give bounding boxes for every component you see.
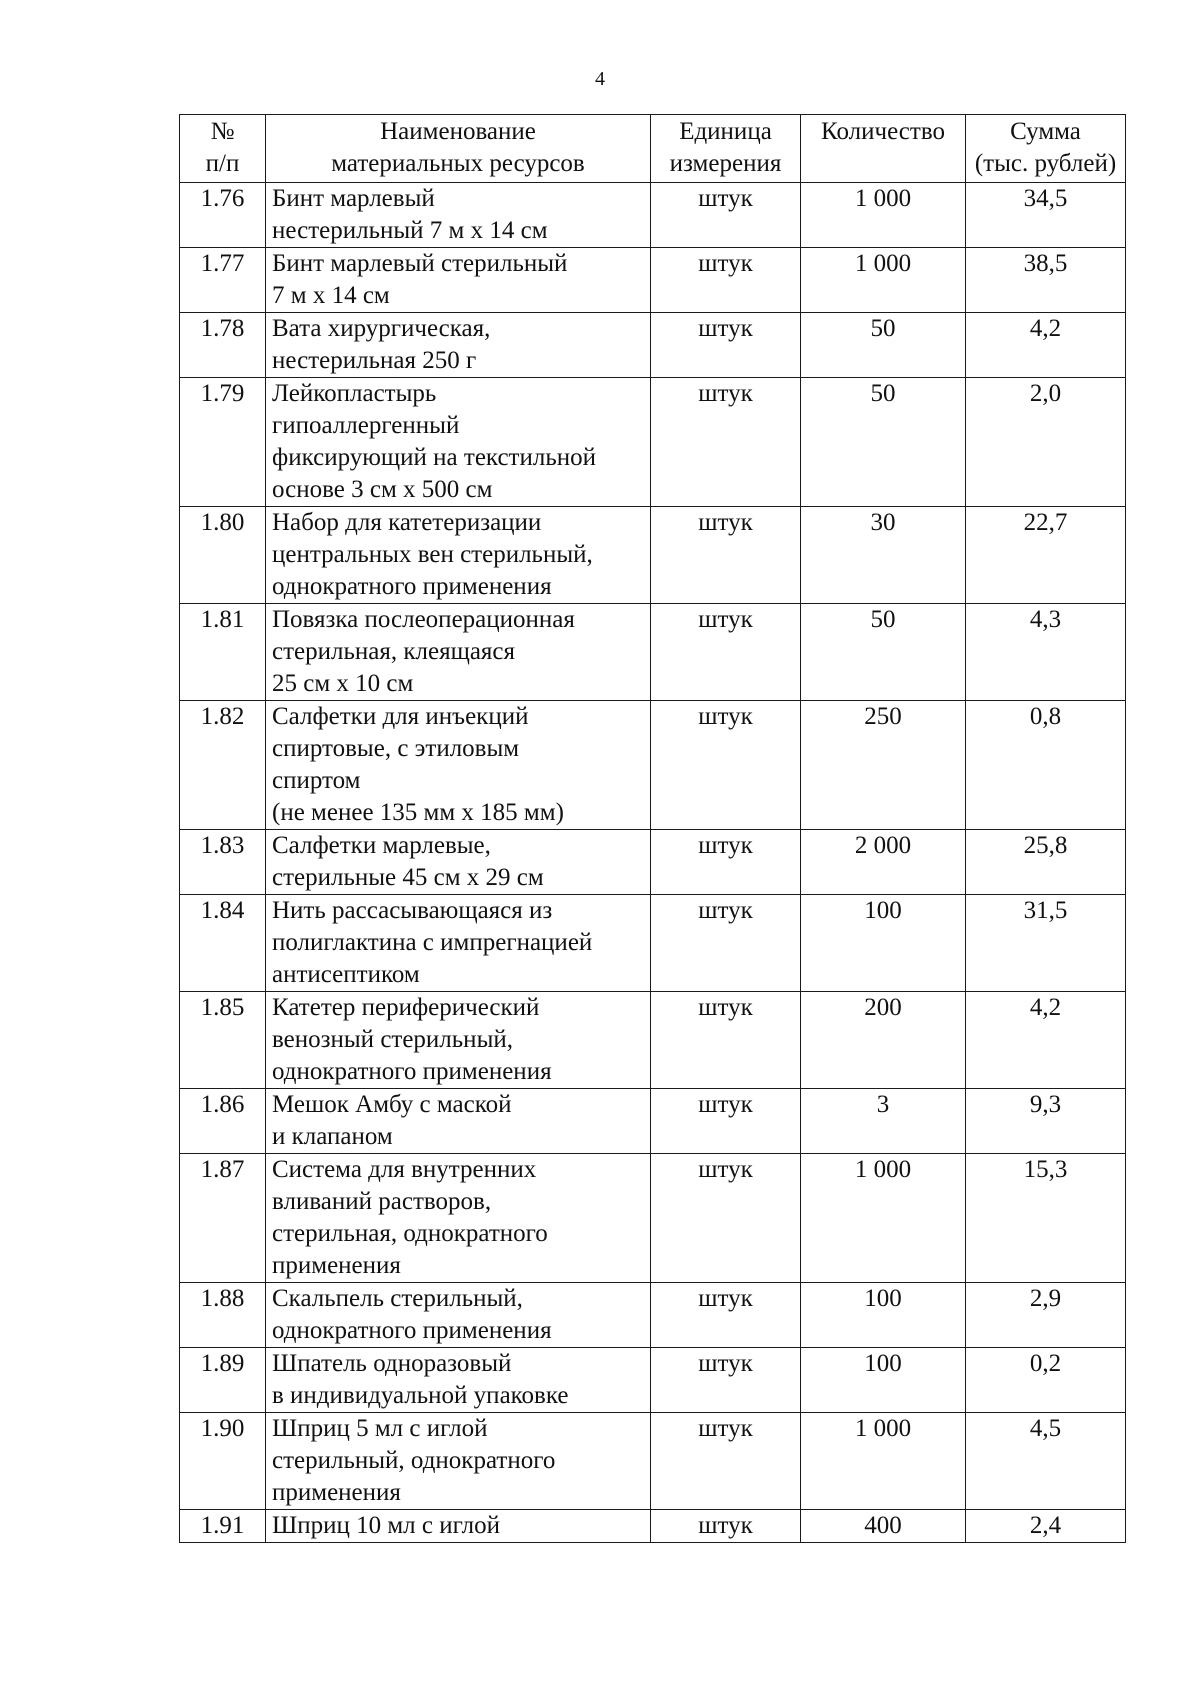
unit-of-measure: штук bbox=[651, 1348, 801, 1413]
resource-name-line: Система для внутренних bbox=[272, 1156, 537, 1183]
resource-name-line: Шприц 5 мл с иглой bbox=[272, 1415, 488, 1442]
resource-name bbox=[266, 1348, 651, 1413]
sum-thousand-rubles: 4,3 bbox=[966, 604, 1126, 701]
row-number: 1.86 bbox=[180, 1089, 266, 1154]
table-row bbox=[180, 378, 1126, 507]
quantity: 1 000 bbox=[801, 248, 966, 313]
table-body bbox=[180, 183, 1126, 1543]
resource-name-line: стерильные 45 см х 29 см bbox=[272, 864, 544, 891]
resource-name bbox=[266, 701, 651, 830]
resource-name-line: венозный стерильный, bbox=[272, 1026, 513, 1053]
resource-name-line: Шприц 10 мл с иглой bbox=[272, 1512, 500, 1539]
row-number: 1.89 bbox=[180, 1348, 266, 1413]
unit-of-measure: штук bbox=[651, 701, 801, 830]
unit-of-measure: штук bbox=[651, 830, 801, 895]
quantity: 50 bbox=[801, 378, 966, 507]
resource-name-line: Мешок Амбу с маской bbox=[272, 1091, 512, 1118]
unit-of-measure: штук bbox=[651, 313, 801, 378]
unit-of-measure: штук bbox=[651, 507, 801, 604]
resource-name-line: однократного применения bbox=[272, 1317, 552, 1344]
sum-thousand-rubles: 4,2 bbox=[966, 313, 1126, 378]
table-row bbox=[180, 1348, 1126, 1413]
table-row bbox=[180, 604, 1126, 701]
resource-name-line: фиксирующий на текстильной bbox=[272, 444, 596, 471]
resource-name-line: Катетер периферический bbox=[272, 994, 540, 1021]
quantity: 50 bbox=[801, 604, 966, 701]
resource-name-line: стерильный, однократного bbox=[272, 1447, 556, 1474]
resource-name-line: 7 м х 14 см bbox=[272, 282, 390, 309]
resource-name bbox=[266, 1413, 651, 1510]
table-row bbox=[180, 248, 1126, 313]
resource-name-line: нестерильный 7 м х 14 см bbox=[272, 217, 548, 244]
resource-name-line: применения bbox=[272, 1479, 401, 1506]
quantity: 100 bbox=[801, 1348, 966, 1413]
sum-thousand-rubles: 9,3 bbox=[966, 1089, 1126, 1154]
resource-name bbox=[266, 313, 651, 378]
resource-name-line: Лейкопластырь bbox=[272, 380, 437, 407]
unit-of-measure: штук bbox=[651, 1089, 801, 1154]
resource-name bbox=[266, 1089, 651, 1154]
sum-thousand-rubles: 4,2 bbox=[966, 992, 1126, 1089]
unit-of-measure: штук bbox=[651, 895, 801, 992]
resource-name-line: нестерильная 250 г bbox=[272, 347, 477, 374]
sum-thousand-rubles: 0,8 bbox=[966, 701, 1126, 830]
resource-name-line: Нить рассасывающаяся из bbox=[272, 897, 553, 924]
resource-name-line: Повязка послеоперационная bbox=[272, 606, 575, 633]
quantity: 1 000 bbox=[801, 1154, 966, 1283]
sum-thousand-rubles: 15,3 bbox=[966, 1154, 1126, 1283]
materials-table bbox=[179, 114, 1126, 1543]
row-number: 1.76 bbox=[180, 183, 266, 248]
unit-of-measure: штук bbox=[651, 992, 801, 1089]
resource-name bbox=[266, 830, 651, 895]
resource-name-line: Шпатель одноразовый bbox=[272, 1350, 512, 1377]
quantity: 50 bbox=[801, 313, 966, 378]
sum-thousand-rubles: 2,0 bbox=[966, 378, 1126, 507]
unit-of-measure: штук bbox=[651, 1510, 801, 1543]
resource-name-line: 25 см х 10 см bbox=[272, 670, 414, 697]
table-row bbox=[180, 701, 1126, 830]
row-number: 1.84 bbox=[180, 895, 266, 992]
quantity: 100 bbox=[801, 895, 966, 992]
resource-name-line: однократного применения bbox=[272, 573, 552, 600]
quantity: 400 bbox=[801, 1510, 966, 1543]
resource-name-line: гипоаллергенный bbox=[272, 412, 460, 439]
resource-name-line: Скальпель стерильный, bbox=[272, 1285, 523, 1312]
quantity: 30 bbox=[801, 507, 966, 604]
table-row bbox=[180, 1154, 1126, 1283]
header-qty: Количество bbox=[801, 115, 966, 183]
sum-thousand-rubles: 34,5 bbox=[966, 183, 1126, 248]
resource-name bbox=[266, 507, 651, 604]
resource-name-line: и клапаном bbox=[272, 1123, 393, 1150]
row-number: 1.91 bbox=[180, 1510, 266, 1543]
table-row bbox=[180, 1510, 1126, 1543]
resource-name-line: антисептиком bbox=[272, 961, 420, 988]
quantity: 250 bbox=[801, 701, 966, 830]
table-row bbox=[180, 1413, 1126, 1510]
table-row bbox=[180, 313, 1126, 378]
unit-of-measure: штук bbox=[651, 378, 801, 507]
row-number: 1.88 bbox=[180, 1283, 266, 1348]
row-number: 1.77 bbox=[180, 248, 266, 313]
resource-name-line: Салфетки для инъекций bbox=[272, 703, 529, 730]
resource-name bbox=[266, 895, 651, 992]
row-number: 1.79 bbox=[180, 378, 266, 507]
sum-thousand-rubles: 38,5 bbox=[966, 248, 1126, 313]
resource-name bbox=[266, 1510, 651, 1543]
resource-name-line: Набор для катетеризации bbox=[272, 509, 542, 536]
sum-thousand-rubles: 22,7 bbox=[966, 507, 1126, 604]
resource-name bbox=[266, 378, 651, 507]
row-number: 1.81 bbox=[180, 604, 266, 701]
table-row bbox=[180, 1089, 1126, 1154]
unit-of-measure: штук bbox=[651, 1283, 801, 1348]
resource-name-line: спиртом bbox=[272, 767, 361, 794]
quantity: 200 bbox=[801, 992, 966, 1089]
resource-name-line: стерильная, однократного bbox=[272, 1220, 548, 1247]
sum-thousand-rubles: 4,5 bbox=[966, 1413, 1126, 1510]
resource-name bbox=[266, 1154, 651, 1283]
quantity: 2 000 bbox=[801, 830, 966, 895]
quantity: 1 000 bbox=[801, 183, 966, 248]
quantity: 100 bbox=[801, 1283, 966, 1348]
resource-name bbox=[266, 183, 651, 248]
resource-name-line: в индивидуальной упаковке bbox=[272, 1382, 569, 1409]
unit-of-measure: штук bbox=[651, 604, 801, 701]
resource-name-line: вливаний растворов, bbox=[272, 1188, 492, 1215]
resource-name-line: (не менее 135 мм х 185 мм) bbox=[272, 799, 564, 826]
resource-name bbox=[266, 992, 651, 1089]
header-sum: Сумма (тыс. рублей) bbox=[966, 115, 1126, 183]
resource-name bbox=[266, 1283, 651, 1348]
resource-name-line: полиглактина с импрегнацией bbox=[272, 929, 593, 956]
sum-thousand-rubles: 2,4 bbox=[966, 1510, 1126, 1543]
sum-thousand-rubles: 25,8 bbox=[966, 830, 1126, 895]
row-number: 1.80 bbox=[180, 507, 266, 604]
row-number: 1.83 bbox=[180, 830, 266, 895]
resource-name-line: основе 3 см х 500 см bbox=[272, 476, 493, 503]
resource-name-line: применения bbox=[272, 1252, 401, 1279]
unit-of-measure: штук bbox=[651, 248, 801, 313]
page-number: 4 bbox=[595, 68, 605, 90]
quantity: 3 bbox=[801, 1089, 966, 1154]
resource-name-line: Бинт марлевый bbox=[272, 185, 435, 212]
unit-of-measure: штук bbox=[651, 183, 801, 248]
quantity: 1 000 bbox=[801, 1413, 966, 1510]
header-unit: Единица измерения bbox=[651, 115, 801, 183]
sum-thousand-rubles: 31,5 bbox=[966, 895, 1126, 992]
header-name: Наименование материальных ресурсов bbox=[266, 115, 651, 183]
resource-name bbox=[266, 604, 651, 701]
row-number: 1.87 bbox=[180, 1154, 266, 1283]
sum-thousand-rubles: 0,2 bbox=[966, 1348, 1126, 1413]
resource-name-line: Салфетки марлевые, bbox=[272, 832, 491, 859]
resource-name-line: однократного применения bbox=[272, 1058, 552, 1085]
unit-of-measure: штук bbox=[651, 1413, 801, 1510]
table-row bbox=[180, 1283, 1126, 1348]
resource-name-line: Бинт марлевый стерильный bbox=[272, 250, 568, 277]
table-row bbox=[180, 183, 1126, 248]
table-header-row bbox=[180, 115, 1126, 183]
row-number: 1.82 bbox=[180, 701, 266, 830]
table-row bbox=[180, 507, 1126, 604]
resource-name-line: центральных вен стерильный, bbox=[272, 541, 593, 568]
table-row bbox=[180, 895, 1126, 992]
table-row bbox=[180, 830, 1126, 895]
row-number: 1.78 bbox=[180, 313, 266, 378]
row-number: 1.85 bbox=[180, 992, 266, 1089]
resource-name-line: стерильная, клеящаяся bbox=[272, 638, 516, 665]
header-num: № п/п bbox=[180, 115, 266, 183]
table-row bbox=[180, 992, 1126, 1089]
resource-name-line: спиртовые, с этиловым bbox=[272, 735, 520, 762]
unit-of-measure: штук bbox=[651, 1154, 801, 1283]
row-number: 1.90 bbox=[180, 1413, 266, 1510]
resource-name-line: Вата хирургическая, bbox=[272, 315, 491, 342]
resource-name bbox=[266, 248, 651, 313]
sum-thousand-rubles: 2,9 bbox=[966, 1283, 1126, 1348]
